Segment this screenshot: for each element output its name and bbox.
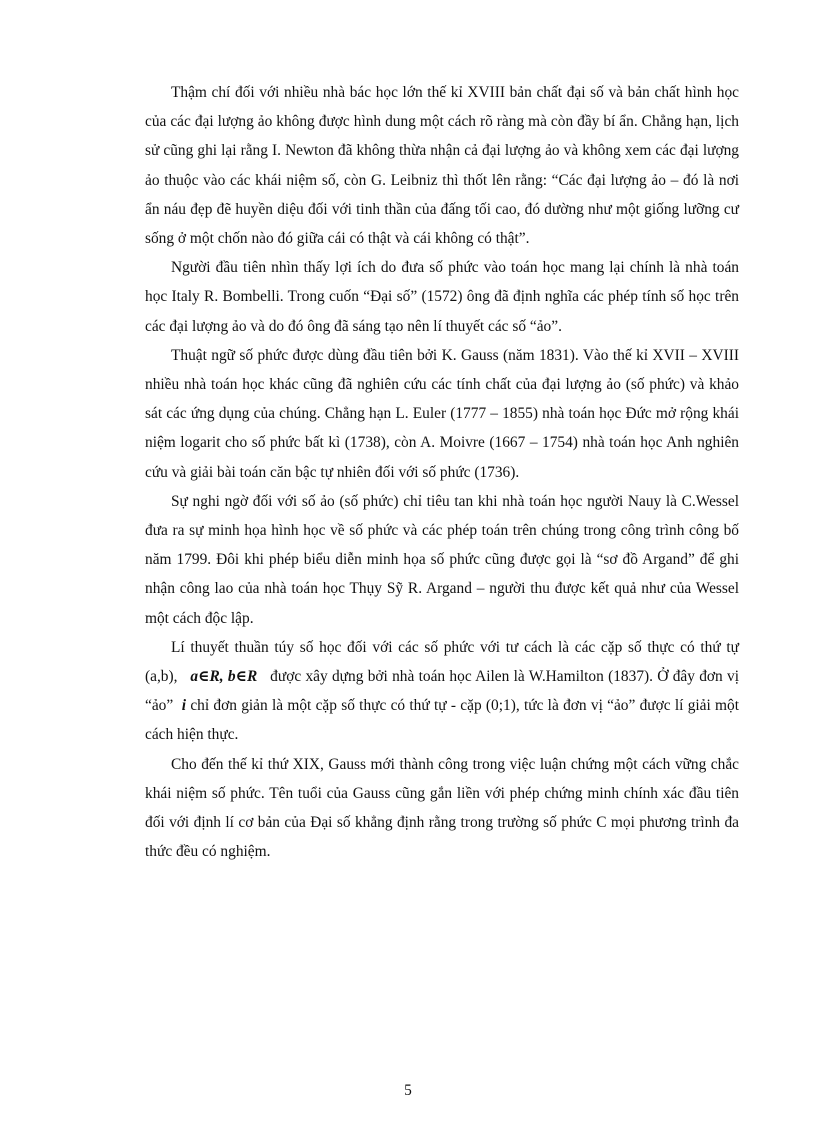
paragraph-gauss-proof: Cho đến thế kỉ thứ XIX, Gauss mới thành công trong việc luận chứng một cách vững chắc khái niệm số phức. Tên tuổi của Gauss cũng gắn liền với phép chứng minh chính xác đầu tiên đối với định lí cơ bản của Đại số khẳng định rằng trong trường số phức C mọi phương trình đa thức đều có nghiệm. (145, 755, 739, 861)
paragraph-hamilton (145, 633, 739, 750)
paragraph-wessel: Sự nghi ngờ đối với số ảo (số phức) chỉ tiêu tan khi nhà toán học người Nauy là C.Wessel đưa ra sự minh họa hình học về số phức và các phép toán trên chúng trong công trình công bố năm 1799. Đôi khi phép biểu diễn minh họa số phức cũng được gọi là “sơ đồ Argand” để ghi nhận công lao của nhà toán học Thụy Sỹ R. Argand – người thu được kết quả như của Wessel một cách độc lập. (145, 492, 739, 627)
body-text (145, 78, 739, 866)
hamilton-text-3: chỉ đơn giản là một cặp số thực có thứ tự - cặp (0;1), tức là đơn vị “ảo” được lí giải một cách hiện thực. (145, 697, 739, 744)
paragraph-leibniz: Thậm chí đối với nhiều nhà bác học lớn thế kỉ XVIII bản chất đại số và bản chất hình học của các đại lượng ảo không được hình dung một cách rõ ràng mà còn đầy bí ẩn. Chẳng hạn, lịch sử cũng ghi lại rằng I. Newton đã không thừa nhận cả đại lượng ảo và không xem các đại lượng ảo thuộc vào các khái niệm số, còn G. Leibniz thì thốt lên rằng: “Các đại lượng ảo – đó là nơi ẩn náu đẹp đẽ huyền diệu đối với tinh thần của đấng tối cao, đó dường như một giống lưỡng cư sống ở một chốn nào đó giữa cái có thật và cái không có thật”. (145, 84, 739, 248)
formula-a-b-real: a∈R, b∈R (190, 668, 258, 686)
paragraph-bombelli: Người đầu tiên nhìn thấy lợi ích do đưa số phức vào toán học mang lại chính là nhà toán học Italy R. Bombelli. Trong cuốn “Đại số” (1572) ông đã định nghĩa các phép tính số học trên các đại lượng ảo và do đó ông đã sáng tạo nên lí thuyết các số “ảo”. (145, 259, 739, 335)
imaginary-unit-symbol: i (181, 697, 187, 715)
hamilton-text-1: Lí thuyết thuần túy số học đối với các số phức với tư cách là các cặp số thực có thứ tự (a,b), (145, 638, 739, 686)
page-number: 5 (404, 1082, 412, 1099)
hamilton-text-2: được xây dựng bởi nhà toán học Ailen là W.Hamilton (1837). Ở đây đơn vị “ảo” (145, 668, 740, 715)
paragraph-gauss-term: Thuật ngữ số phức được dùng đầu tiên bởi K. Gauss (năm 1831). Vào thế kỉ XVII – XVIII nhiều nhà toán học khác cũng đã nghiên cứu các tính chất của đại lượng ảo (số phức) và khảo sát các ứng dụng của chúng. Chẳng hạn L. Euler (1777 – 1855) nhà toán học Đức mở rộng khái niệm logarit cho số phức bất kì (1738), còn A. Moivre (1667 – 1754) nhà toán học Anh nghiên cứu và giải bài toán căn bậc tự nhiên đối với số phức (1736). (145, 346, 739, 481)
